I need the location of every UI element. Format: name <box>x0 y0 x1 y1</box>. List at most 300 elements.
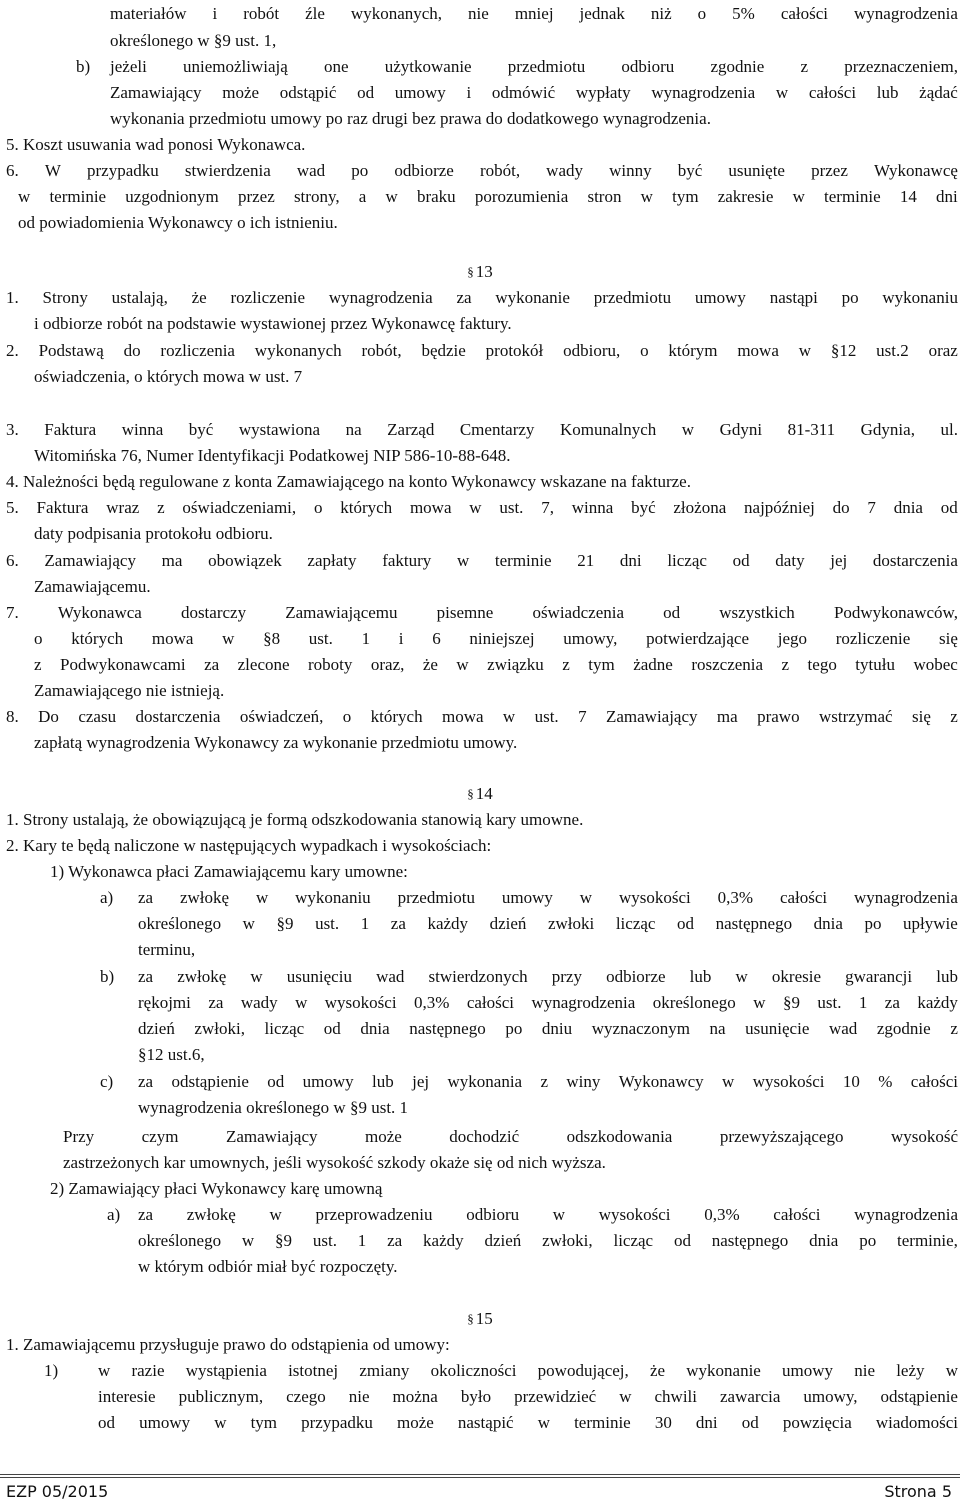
word: że <box>422 655 438 674</box>
word: §9 <box>275 1231 293 1250</box>
word: przewyższającego <box>719 1127 844 1146</box>
word: w <box>792 187 805 206</box>
word: Komunalnych <box>559 420 657 439</box>
word: żądać <box>919 83 958 102</box>
word: jej <box>412 1072 430 1091</box>
word: umowy <box>694 288 746 307</box>
word: z <box>950 707 958 726</box>
word: o <box>313 498 323 517</box>
text-line <box>0 1331 960 1358</box>
word: robót, <box>479 161 521 180</box>
word: umowy <box>394 83 446 102</box>
text-line <box>0 936 960 963</box>
word: interesie <box>98 1387 156 1406</box>
text-line <box>0 1383 960 1410</box>
word: będzie <box>421 341 466 360</box>
word: od <box>663 603 681 622</box>
word: którym <box>668 341 718 360</box>
word: o <box>697 4 707 23</box>
justified-line <box>6 337 958 364</box>
word: stwierdzenia <box>184 161 271 180</box>
word: lub <box>372 1072 394 1091</box>
word: §9 <box>276 914 294 933</box>
word: całości <box>779 888 828 907</box>
section-heading <box>0 1305 960 1332</box>
word: Faktura <box>36 498 89 517</box>
text-line <box>0 1041 960 1068</box>
word: oraz <box>928 341 958 360</box>
word: a <box>358 187 367 206</box>
word: zakresie <box>717 187 774 206</box>
word: być <box>631 498 656 517</box>
text-line <box>0 806 960 833</box>
word: wykonaniu <box>882 288 958 307</box>
word: zmiany <box>359 1361 410 1380</box>
word: odmówić <box>491 83 556 102</box>
justified-line <box>34 625 958 652</box>
word: dochodzić <box>449 1127 520 1146</box>
word: stwierdzonych <box>428 967 528 986</box>
footer-rule-secondary <box>0 1477 960 1478</box>
justified-line <box>6 703 958 730</box>
line-text: terminu, <box>138 940 196 959</box>
word: nastąpi <box>769 288 818 307</box>
word: terminie, <box>897 1231 958 1250</box>
word: tym <box>672 187 699 206</box>
word: o <box>640 341 649 360</box>
word: odszkodowania <box>566 1127 673 1146</box>
word: o <box>34 629 43 648</box>
word: dnia <box>809 1231 839 1250</box>
word: stron <box>587 187 622 206</box>
word: rozliczenia <box>160 341 235 360</box>
word: Zamawiający <box>225 1127 318 1146</box>
word: §8 <box>263 629 281 648</box>
word: Zamawiający <box>605 707 698 726</box>
justified-line <box>138 1015 958 1042</box>
word: następnego <box>409 1019 486 1038</box>
word: wynagrodzenia <box>328 288 433 307</box>
word: razie <box>131 1361 165 1380</box>
text-line <box>0 284 960 311</box>
word: odbioru, <box>563 341 621 360</box>
word: roszczenia <box>691 655 764 674</box>
word: % <box>878 1072 893 1091</box>
text-line <box>0 131 960 158</box>
word: 5. <box>6 498 19 517</box>
word: dnia <box>813 914 843 933</box>
word: żadne <box>633 655 673 674</box>
word: przez <box>811 161 848 180</box>
word: wstrzymać <box>818 707 893 726</box>
section-number: 13 <box>475 262 493 281</box>
text-line <box>0 677 960 704</box>
word: obowiązek <box>208 551 282 570</box>
word: zlecone <box>237 655 290 674</box>
word: §12 <box>830 341 857 360</box>
word: lub <box>876 83 899 102</box>
word: dni <box>619 551 642 570</box>
line-text: a) <box>100 888 114 907</box>
line-text: b) <box>100 967 115 986</box>
word: leży <box>896 1361 925 1380</box>
word: licząc <box>615 914 656 933</box>
justified-line <box>138 963 958 990</box>
word: wykonania <box>447 1072 523 1091</box>
text-line <box>0 1149 960 1176</box>
word: Gdynia, <box>860 420 915 439</box>
word: całości <box>773 1205 821 1224</box>
word: ust. <box>534 707 559 726</box>
word: w <box>722 1072 735 1091</box>
text-line <box>0 520 960 547</box>
word: z <box>540 1072 549 1091</box>
line-text: 2. Kary te będą naliczone w następujących wypadkach i wysokościach: <box>6 836 492 855</box>
word: Do <box>38 707 59 726</box>
word: robót <box>243 4 280 23</box>
text-line <box>0 832 960 859</box>
word: o <box>342 707 352 726</box>
word: dzień <box>489 914 527 933</box>
justified-line <box>138 1068 958 1095</box>
word: może <box>396 1413 434 1432</box>
word: prawo <box>757 707 800 726</box>
section-heading <box>0 780 960 807</box>
word: 0,3% <box>413 993 450 1012</box>
word: dostarczy <box>180 603 247 622</box>
word: faktury <box>382 551 432 570</box>
word: wykonanie <box>686 1361 761 1380</box>
word: umowy <box>782 1361 834 1380</box>
line-text: wynagrodzenia określonego w §9 ust. 1 <box>138 1098 409 1117</box>
word: dnia <box>360 1019 390 1038</box>
word: odstąpienie <box>171 1072 249 1091</box>
word: od <box>357 83 375 102</box>
justified-line <box>138 1201 958 1228</box>
word: w <box>385 187 398 206</box>
word: każdy <box>423 1231 464 1250</box>
text-line <box>0 1357 960 1384</box>
line-text: w którym odbiór miał być rozpoczęty. <box>138 1257 398 1276</box>
word: wykonanych, <box>350 4 443 23</box>
word: 2. <box>6 341 19 360</box>
word: ust.2 <box>876 341 909 360</box>
line-text: Witomińska 76, Numer Identyfikacji Podatkowej NIP 586-10-88-648. <box>34 446 511 465</box>
justified-line <box>18 183 958 210</box>
word: w <box>619 1387 632 1406</box>
line-text: zastrzeżonych kar umownych, jeśli wysokość szkody okaże się od nich wyższa. <box>63 1153 606 1172</box>
word: dnia <box>893 498 923 517</box>
text-line <box>0 105 960 132</box>
word: w <box>681 420 695 439</box>
text-line <box>0 209 960 236</box>
word: uniemożliwiają <box>183 57 288 76</box>
word: wystąpienia <box>185 1361 267 1380</box>
line-text: Zamawiającego nie istnieją. <box>34 681 225 700</box>
word: każdy <box>427 914 469 933</box>
justified-line <box>6 284 958 311</box>
word: których <box>71 629 124 648</box>
word: odbioru <box>621 57 675 76</box>
section-number: 14 <box>475 784 493 803</box>
word: 5% <box>732 4 755 23</box>
word: oświadczeń, <box>239 707 324 726</box>
word: 14 <box>899 187 917 206</box>
word: z <box>781 655 790 674</box>
word: Zarząd <box>387 420 435 439</box>
word: od <box>267 1072 285 1091</box>
line-text: określonego w §9 ust. 1, <box>110 31 277 50</box>
word: po <box>351 161 369 180</box>
word: w <box>502 707 516 726</box>
word: w <box>469 498 482 517</box>
line-text: c) <box>100 1072 114 1091</box>
word: najpóźniej <box>744 498 815 517</box>
text-line <box>0 1175 960 1202</box>
word: do <box>832 498 850 517</box>
justified-line <box>110 79 958 106</box>
word: 7. <box>6 603 19 622</box>
word: z <box>157 498 165 517</box>
word: 7 <box>867 498 876 517</box>
word: Gdyni <box>719 420 763 439</box>
word: na <box>345 420 362 439</box>
word: 1 <box>357 1231 367 1250</box>
line-text: daty podpisania protokołu odbioru. <box>34 524 273 543</box>
word: za <box>390 914 406 933</box>
word: ust. <box>499 498 524 517</box>
justified-line <box>110 0 958 27</box>
word: wysokości <box>598 1205 671 1224</box>
word: w <box>222 629 235 648</box>
word: okresie <box>771 967 821 986</box>
word: lub <box>689 967 712 986</box>
word: wyznaczonym <box>591 1019 690 1038</box>
word: przeznaczeniem, <box>844 57 958 76</box>
text-line <box>0 157 960 184</box>
line-text: 4. Należności będą regulowane z konta Zamawiającego na konto Wykonawcy wskazane na fakturze. <box>6 472 691 491</box>
word: porozumienia <box>474 187 569 206</box>
word: wynagrodzenia <box>854 4 958 23</box>
word: odbioru <box>466 1205 520 1224</box>
word: wysokości <box>752 1072 825 1091</box>
word: w <box>456 655 469 674</box>
word: W <box>44 161 61 180</box>
line-text: 1) Wykonawca płaci Zamawiającemu kary umowne: <box>50 862 408 881</box>
justified-line <box>138 910 958 937</box>
word: terminie <box>49 187 107 206</box>
word: dostarczenia <box>872 551 958 570</box>
word: 0,3% <box>704 1205 740 1224</box>
text-line <box>0 442 960 469</box>
line-text: oświadczenia, o których mowa w ust. 7 <box>34 367 303 386</box>
word: 6 <box>432 629 441 648</box>
justified-line <box>98 1409 958 1436</box>
word: braku <box>416 187 456 206</box>
text-line <box>0 858 960 885</box>
text-line <box>0 1068 960 1095</box>
word: winy <box>566 1072 601 1091</box>
line-text: zapłatą wynagrodzenia Wykonawcy za wykonanie przedmiotu umowy. <box>34 733 518 752</box>
word: rozliczenie <box>835 629 911 648</box>
word: przypadku <box>301 1413 373 1432</box>
word: których <box>370 707 423 726</box>
word: od <box>732 551 750 570</box>
word: za <box>138 1072 154 1091</box>
line-text: 1. Strony ustalają, że obowiązującą je formą odszkodowania stanowią kary umowne. <box>6 810 584 829</box>
word: wiadomości <box>875 1413 958 1432</box>
word: lub <box>936 967 958 986</box>
word: Wykonawcy <box>618 1072 704 1091</box>
word: przewidzieć <box>514 1387 597 1406</box>
text-line <box>0 1094 960 1121</box>
word: wady <box>240 993 278 1012</box>
word: tym <box>250 1413 278 1432</box>
word: odbiorze <box>394 161 454 180</box>
word: po <box>505 1019 523 1038</box>
line-text: b) <box>76 57 91 76</box>
text-line <box>0 910 960 937</box>
word: za <box>138 967 154 986</box>
word: przez <box>237 187 275 206</box>
word: Przy <box>63 1127 95 1146</box>
word: w <box>753 993 766 1012</box>
word: w <box>798 341 811 360</box>
word: być <box>188 420 214 439</box>
word: że <box>191 288 207 307</box>
word: usunięciu <box>286 967 352 986</box>
word: jeżeli <box>110 57 147 76</box>
word: strony, <box>293 187 340 206</box>
word: wraz <box>106 498 140 517</box>
word: mowa <box>737 341 779 360</box>
word: zwłokę <box>179 888 230 907</box>
word: dni <box>936 187 958 206</box>
word: tytułu <box>855 655 895 674</box>
word: roboty <box>308 655 353 674</box>
word: z <box>34 655 42 674</box>
word: niniejszej <box>469 629 535 648</box>
word: ma <box>161 551 183 570</box>
text-line <box>0 1253 960 1280</box>
word: oświadczeniami, <box>182 498 297 517</box>
word: mowa <box>441 707 484 726</box>
word: winna <box>571 498 614 517</box>
word: usunięte <box>728 161 785 180</box>
word: 10 <box>842 1072 860 1091</box>
word: za <box>387 1231 403 1250</box>
word: wykonanie <box>495 288 570 307</box>
word: z <box>800 57 809 76</box>
word: całości <box>780 4 829 23</box>
word: dniu <box>541 1019 573 1038</box>
word: przy <box>551 967 582 986</box>
section-sign-icon: § <box>467 264 474 279</box>
line-text: 1. Zamawiającemu przysługuje prawo do odstąpienia od umowy: <box>6 1335 450 1354</box>
word: w <box>98 1361 111 1380</box>
word: ul. <box>940 420 958 439</box>
word: po <box>864 914 882 933</box>
justified-line <box>6 494 958 521</box>
line-text: od powiadomienia Wykonawcy o ich istnieniu. <box>18 213 338 232</box>
word: w <box>579 888 593 907</box>
word: wynagrodzenia <box>854 1205 958 1224</box>
line-text: i odbiorze robót na podstawie wystawionej przez Wykonawcę faktury. <box>34 314 512 333</box>
text-line <box>0 651 960 678</box>
text-line <box>0 183 960 210</box>
line-text: 2) Zamawiający płaci Wykonawcy karę umowną <box>50 1179 383 1198</box>
word: umowy, <box>563 629 618 648</box>
word: Cmentarzy <box>459 420 535 439</box>
word: od <box>940 498 958 517</box>
word: zwłokę <box>186 1205 236 1224</box>
word: tym <box>588 655 615 674</box>
word: przedmiotu <box>507 57 586 76</box>
word: na <box>709 1019 726 1038</box>
word: protokół <box>485 341 544 360</box>
word: w <box>269 1205 282 1224</box>
line-text: wykonania przedmiotu umowy po raz drugi bez prawa do dodatkowego wynagrodzenia. <box>110 109 711 128</box>
justified-line <box>34 651 958 678</box>
word: od <box>677 914 695 933</box>
justified-line <box>110 53 958 80</box>
text-line <box>0 729 960 756</box>
word: terminie <box>574 1413 631 1432</box>
justified-line <box>138 1227 958 1254</box>
word: do <box>123 341 141 360</box>
word: czasu <box>78 707 117 726</box>
word: po <box>859 1231 877 1250</box>
word: 1. <box>6 288 19 307</box>
word: może <box>364 1127 402 1146</box>
footer-page-number: Strona 5 <box>884 1482 952 1501</box>
word: w <box>775 83 789 102</box>
word: być <box>677 161 703 180</box>
word: za <box>138 888 154 907</box>
word: w <box>242 914 255 933</box>
word: ustalają, <box>111 288 168 307</box>
word: w <box>214 1413 227 1432</box>
word: zwłoki, <box>194 1019 245 1038</box>
word: przypadku <box>86 161 159 180</box>
word: każdy <box>917 993 958 1012</box>
word: istotnej <box>288 1361 339 1380</box>
word: odbiorze <box>606 967 666 986</box>
word: winna <box>121 420 164 439</box>
text-line <box>0 53 960 80</box>
word: przeprowadzeniu <box>315 1205 433 1224</box>
word: wynagrodzenia <box>854 888 958 907</box>
word: w <box>295 993 308 1012</box>
word: w <box>241 1231 255 1250</box>
word: od <box>323 1019 341 1038</box>
line-text: Zamawiającemu. <box>34 577 151 596</box>
word: w <box>640 187 653 206</box>
word: mowa <box>409 498 452 517</box>
word: w <box>250 967 263 986</box>
text-line <box>0 963 960 990</box>
word: się <box>912 707 931 726</box>
word: określonego <box>138 914 222 933</box>
word: było <box>460 1387 492 1406</box>
word: zapłaty <box>307 551 357 570</box>
text-line <box>0 1227 960 1254</box>
text-line <box>0 79 960 106</box>
word: określonego <box>652 993 736 1012</box>
word: wystawiona <box>238 420 321 439</box>
word: wysokość <box>890 1127 958 1146</box>
word: całości <box>808 83 857 102</box>
